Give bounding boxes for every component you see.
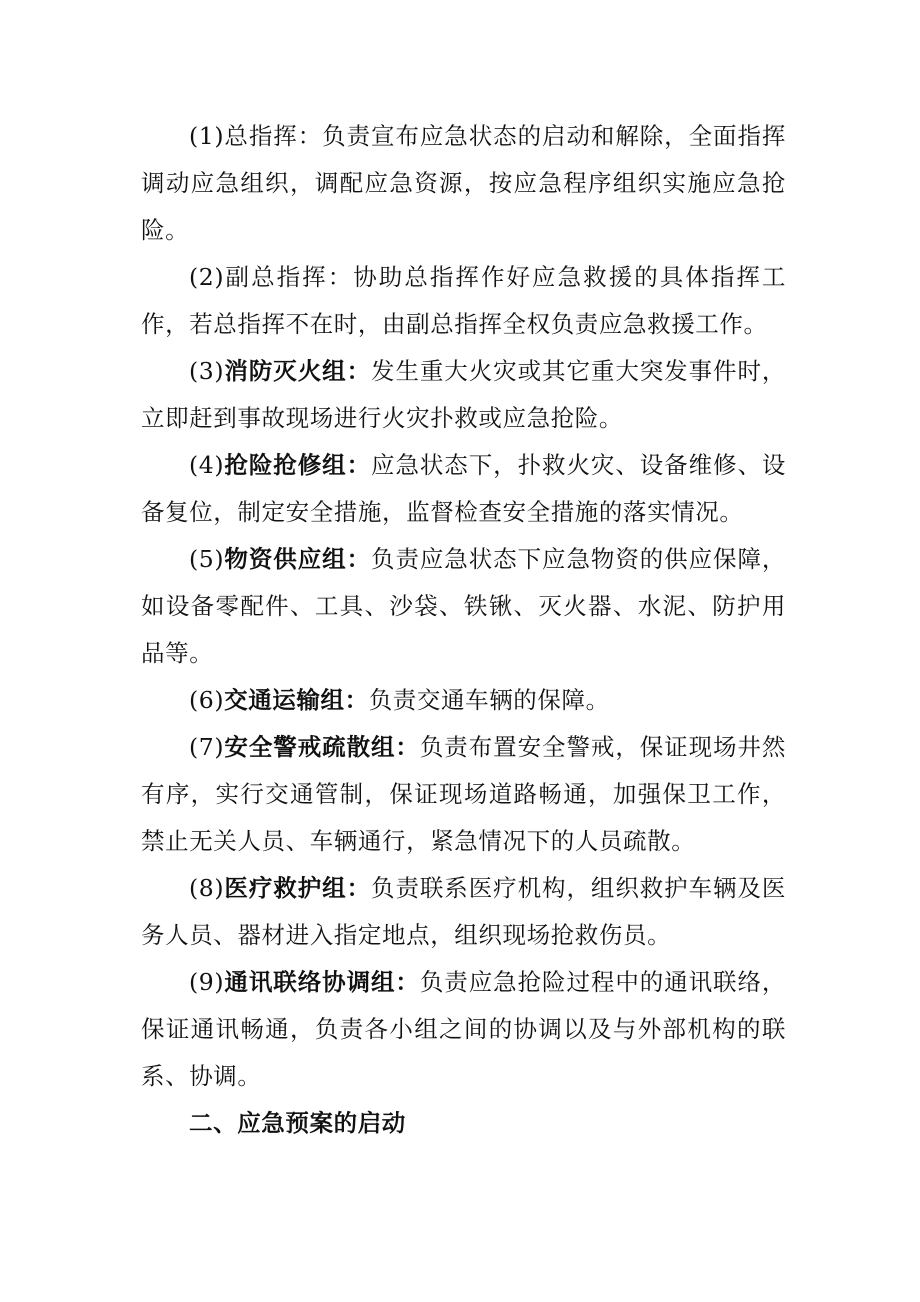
item-description: 负责联系医疗机构，组织救护车辆及医务人员、器材进入指定地点，组织现场抢救伤员。 [141,874,786,949]
item-description: 负责布置安全警戒，保证现场井然有序，实行交通管制，保证现场道路畅通，加强保卫工作，禁止无关人员、车辆通行，紧急情况下的人员疏散。 [141,733,786,855]
item-number: (7) [189,733,225,761]
role-item-4 [141,442,786,536]
item-title: 总指挥： [224,122,323,150]
item-number: (8) [189,874,225,902]
item-description: 负责应急抢险过程中的通讯联络，保证通讯畅通，负责各小组之间的协调以及与外部机构的联系、协调。 [141,968,786,1090]
role-item-6 [141,677,786,724]
item-title: 交通运输组： [224,686,369,714]
item-number: (4) [189,451,225,479]
item-title: 抢险抢修组： [224,451,372,479]
item-title: 安全警戒疏散组： [224,733,420,761]
role-item-3 [141,348,786,442]
item-number: (2) [189,263,225,291]
item-number: (1) [189,122,225,150]
item-description: 发生重大火灾或其它重大突发事件时，立即赶到事故现场进行火灾扑救或应急抢险。 [141,357,786,432]
item-title: 通讯联络协调组： [224,968,420,996]
item-description: 负责宣布应急状态的启动和解除，全面指挥调动应急组织，调配应急资源，按应急程序组织实施应急抢险。 [141,122,786,244]
item-title: 副总指挥： [224,263,354,291]
role-item-1 [141,113,786,254]
item-title: 物资供应组： [224,545,372,573]
item-number: (6) [189,686,225,714]
item-title: 医疗救护组： [224,874,372,902]
item-description: 应急状态下，扑救火灾、设备维修、设备复位，制定安全措施，监督检查安全措施的落实情况。 [141,451,786,526]
item-title: 消防灭火组： [224,357,372,385]
role-item-9 [141,959,786,1100]
item-description: 负责应急状态下应急物资的供应保障，如设备零配件、工具、沙袋、铁锹、灭火器、水泥、防护用品等。 [141,545,786,667]
role-item-8 [141,865,786,959]
item-description: 负责交通车辆的保障。 [368,686,610,714]
item-description: 协助总指挥作好应急救援的具体指挥工作，若总指挥不在时，由副总指挥全权负责应急救援工作。 [141,263,787,338]
item-number: (9) [189,968,225,996]
item-number: (3) [189,357,225,385]
document-body [141,113,786,1147]
section-heading: 二、应急预案的启动 [189,1109,406,1137]
item-number: (5) [189,545,225,573]
role-item-7 [141,724,786,865]
role-item-5 [141,536,786,677]
role-item-2 [141,254,786,348]
